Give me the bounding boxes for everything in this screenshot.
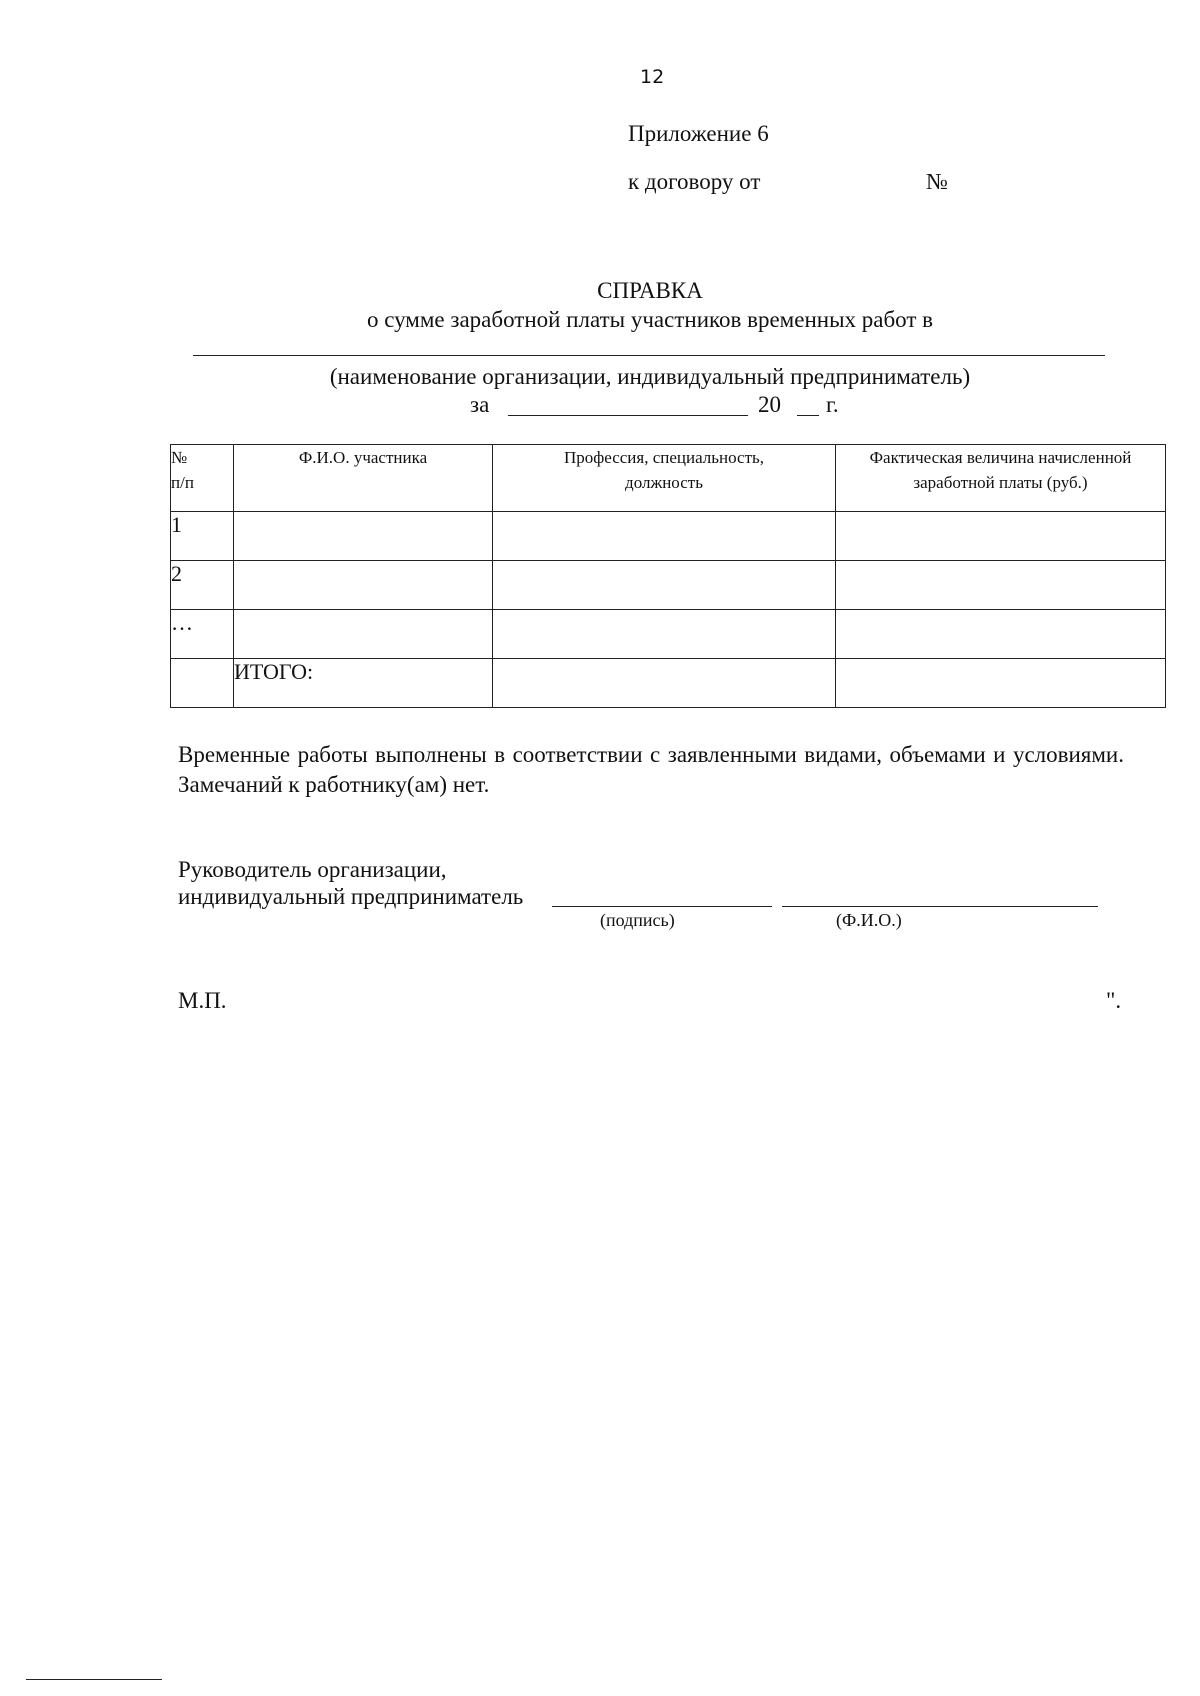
header-cell-salary: Фактическая величина начисленной заработной платы (руб.)	[836, 445, 1166, 512]
table-row	[171, 610, 1166, 659]
row-number-cell: 2	[171, 561, 234, 610]
header-cell-profession: Профессия, специальность, должность	[493, 445, 836, 512]
salary-cell	[836, 512, 1166, 561]
document-subtitle: о сумме заработной платы участников временных работ в	[366, 307, 934, 332]
profession-cell	[493, 659, 836, 708]
signatory-title-line1: Руководитель организации,	[178, 857, 447, 882]
closing-quote-mark: ".	[1106, 988, 1122, 1013]
row-number-cell	[171, 659, 234, 708]
name-cell	[234, 610, 493, 659]
name-caption: (Ф.И.О.)	[836, 910, 902, 930]
contract-reference: к договору от	[628, 169, 761, 194]
confirmation-text: Временные работы выполнены в соответствии с заявленными видами, объемами и условиями. Замечаний к работнику(ам) нет.	[178, 742, 1124, 797]
name-cell	[234, 512, 493, 561]
organization-caption: (наименование организации, индивидуальный предприниматель)	[329, 364, 971, 389]
salary-cell	[836, 610, 1166, 659]
header-cell-number: № п/п	[171, 445, 234, 512]
appendix-label: Приложение 6	[628, 121, 769, 146]
contract-number-sign: №	[926, 169, 948, 194]
row-number-cell: …	[171, 610, 234, 659]
profession-cell	[493, 610, 836, 659]
name-blank-line	[782, 906, 1098, 907]
document-title: СПРАВКА	[597, 278, 703, 303]
salary-cell	[836, 659, 1166, 708]
table-row	[171, 512, 1166, 561]
year-blank-line	[797, 415, 819, 416]
year-prefix: 20	[758, 392, 781, 417]
row-number-cell: 1	[171, 512, 234, 561]
period-blank-line	[508, 415, 748, 416]
signatory-title-line2: индивидуальный предприниматель	[178, 884, 524, 909]
signature-blank-line	[552, 906, 772, 907]
salary-table	[170, 444, 1166, 708]
table-header-row	[171, 445, 1166, 512]
page-number: 12	[640, 66, 665, 88]
table-row	[171, 561, 1166, 610]
header-cell-name: Ф.И.О. участника	[234, 445, 493, 512]
stamp-place: М.П.	[178, 988, 227, 1013]
profession-cell	[493, 512, 836, 561]
total-row	[171, 659, 1166, 708]
profession-cell	[493, 561, 836, 610]
total-label: ИТОГО:	[234, 659, 493, 708]
signature-caption: (подпись)	[600, 910, 675, 930]
name-cell	[234, 561, 493, 610]
organization-blank-line	[193, 355, 1105, 356]
year-suffix: г.	[826, 392, 839, 417]
period-prefix: за	[470, 392, 490, 417]
salary-cell	[836, 561, 1166, 610]
footnote-separator	[26, 1679, 162, 1680]
